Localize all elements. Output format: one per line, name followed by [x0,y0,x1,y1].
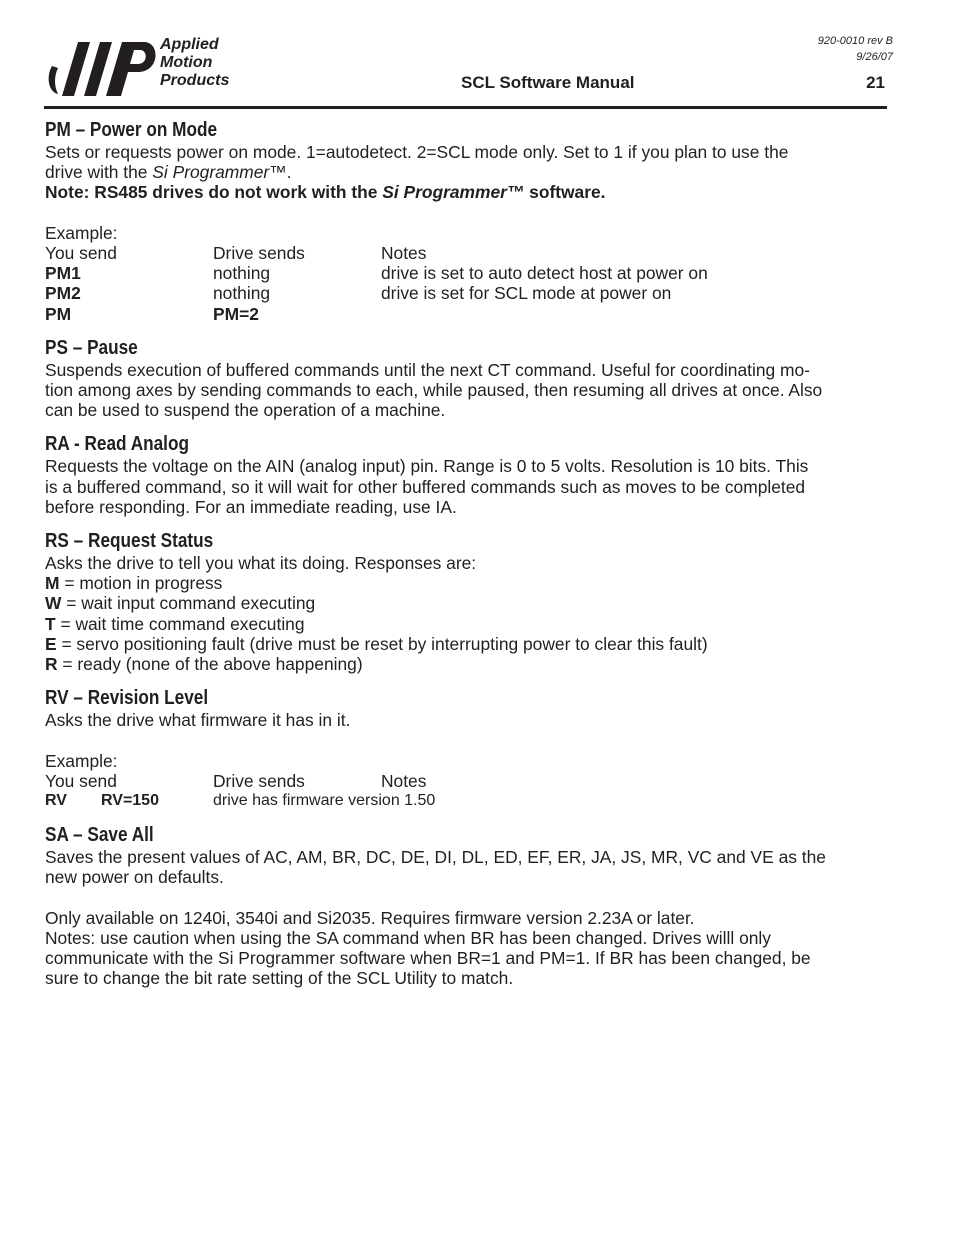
paragraph-line: before responding. For an immediate reading, use IA. [45,496,457,517]
document-revision [818,33,893,65]
paragraph: drive with the Si Programmer™. [45,162,292,183]
status-item: R = ready (none of the above happening) [45,654,363,675]
example-label: Example: [45,222,118,243]
paragraph: Asks the drive to tell you what its doing. Responses are: [45,553,477,574]
status-item: M = motion in progress [45,573,223,594]
paragraph: Asks the drive what firmware it has in it. [45,710,351,731]
status-item: W = wait input command executing [45,593,316,614]
paragraph-line: Saves the present values of AC, AM, BR, DC, DE, DI, DL, ED, EF, ER, JA, JS, MR, VC and VE as the [45,847,826,868]
paragraph: Sets or requests power on mode. 1=autodetect. 2=SCL mode only. Set to 1 if you plan to use the [45,142,789,162]
doc-date: 9/26/07 [856,51,893,63]
brand-line: Motion [160,54,213,71]
section-ps [45,336,890,421]
section-rv [45,686,890,811]
section-title: RS – Request Status [45,530,214,553]
doc-number: 920-0010 rev B [817,35,893,47]
example-row: PM2 nothing drive is set for SCL mode at power on [45,283,672,304]
example-header: You send Drive sends Notes [45,243,427,263]
section-title: PM – Power on Mode [45,119,218,141]
example-row: PM PM=2 [45,303,259,324]
section-sa [45,823,890,988]
paragraph-line: tion among axes by sending commands to each, while paused, then resuming all drives at once. Also [45,380,823,401]
section-title: PS – Pause [45,336,138,359]
section-ra [45,432,890,517]
brand-wordmark [160,36,229,90]
example-row: PM1 nothing drive is set to auto detect host at power on [45,263,708,284]
applied-motion-logo [44,36,164,102]
section-rs [45,529,890,674]
section-title: RV – Revision Level [45,687,209,710]
paragraph-line: Only available on 1240i, 3540i and Si2035. Requires firmware version 2.23A or later. [45,907,695,928]
paragraph-line: Requests the voltage on the AIN (analog input) pin. Range is 0 to 5 volts. Resolution is 10 bits. This [45,456,809,477]
paragraph-line: can be used to suspend the operation of a machine. [45,400,446,421]
example-row: RV RV=150 drive has firmware version 1.50 [45,792,436,810]
section-title: RA - Read Analog [45,433,189,456]
paragraph-line: Suspends execution of buffered commands until the next CT command. Useful for coordinating mo- [45,359,810,380]
page-content [45,118,890,1001]
manual-title: SCL Software Manual [461,73,635,92]
status-item: E = servo positioning fault (drive must be reset by interrupting power to clear this fault) [45,633,708,654]
page-number: 21 [866,73,885,92]
brand-line: Applied [160,36,219,53]
paragraph-line: is a buffered command, so it will wait for other buffered commands such as moves to be completed [45,476,806,497]
paragraph-line: communicate with the Si Programmer software when BR=1 and PM=1. If BR has been changed, be [45,948,811,969]
header-rule [44,106,887,109]
note: Note: RS485 drives do not work with the Si Programmer™ software. [45,182,606,203]
brand-line: Products [160,72,230,89]
paragraph-line: sure to change the bit rate setting of the SCL Utility to match. [45,968,514,989]
example-label: Example: [45,750,118,771]
paragraph-line: Notes: use caution when using the SA command when BR has been changed. Drives willl only [45,928,771,949]
status-item: T = wait time command executing [45,613,305,634]
section-pm [45,118,890,324]
section-title: SA – Save All [45,824,154,847]
example-header: You send Drive sends Notes [45,770,427,791]
paragraph-line: new power on defaults. [45,867,224,888]
